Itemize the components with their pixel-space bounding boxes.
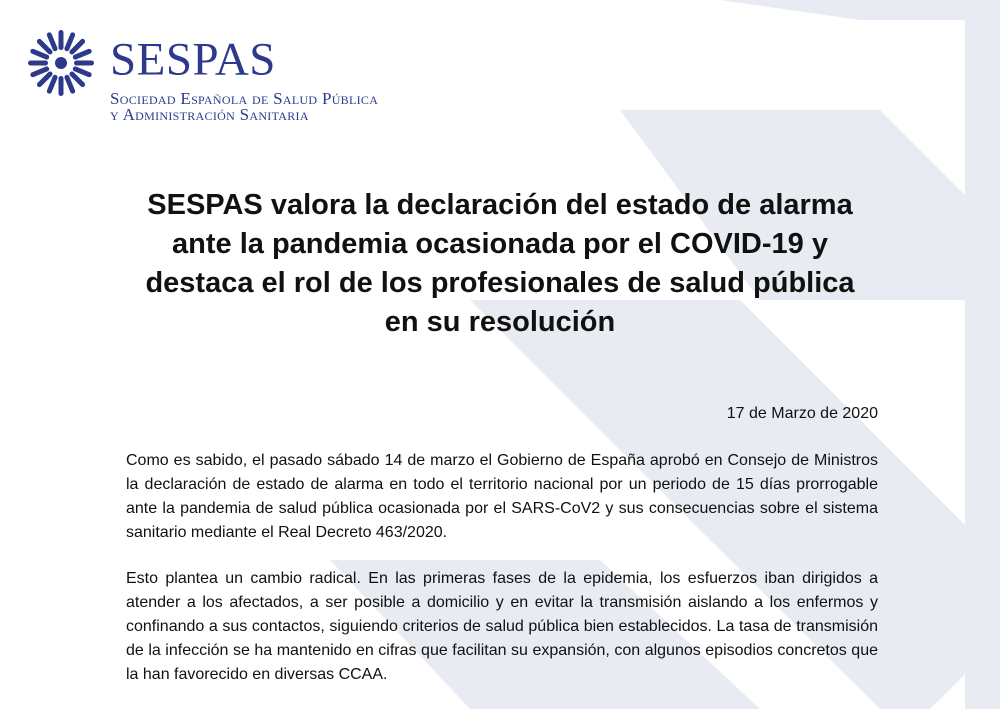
title-line: ante la pandemia ocasionada por el COVID-19 y bbox=[172, 228, 828, 260]
title-line: destaca el rol de los profesionales de salud pública bbox=[145, 267, 855, 299]
logo-subtitle-line-2: y Administración Sanitaria bbox=[110, 105, 309, 124]
logo-brand-name: SESPAS bbox=[110, 33, 276, 86]
sespas-logo bbox=[26, 28, 446, 128]
document-title bbox=[110, 186, 890, 342]
title-line: en su resolución bbox=[384, 306, 616, 338]
body-paragraph-1: Como es sabido, el pasado sábado 14 de marzo el Gobierno de España aprobó en Consejo de Ministros la declaración de estado de alarma en todo el territorio nacional por un periodo de 15 días prorrogable ante la pandemia de salud pública ocasionada por el SARS-CoV2 y sus consecuencias sobre el sistema sanitario mediante el Real Decreto 463/2020. bbox=[126, 452, 878, 541]
sespas-star-logo-icon bbox=[26, 28, 96, 98]
title-line: SESPAS valora la declaración del estado de alarma bbox=[147, 189, 853, 221]
body-paragraph-2: Esto plantea un cambio radical. En las primeras fases de la epidemia, los esfuerzos iban dirigidos a atender a los afectados, a ser posible a domicilio y en evitar la transmisión aislando a los enfermos y confinando a sus contactos, siguiendo criterios de salud pública bien establecidos. La tasa de transmisión de la infección se ha mantenido en cifras que facilitan su expansión, con algunos episodios concretos que la han favorecido en diversas CCAA. bbox=[126, 570, 878, 683]
logo-subtitle-line-1: Sociedad Española de Salud Pública bbox=[110, 89, 379, 108]
document-date: 17 de Marzo de 2020 bbox=[726, 405, 878, 422]
